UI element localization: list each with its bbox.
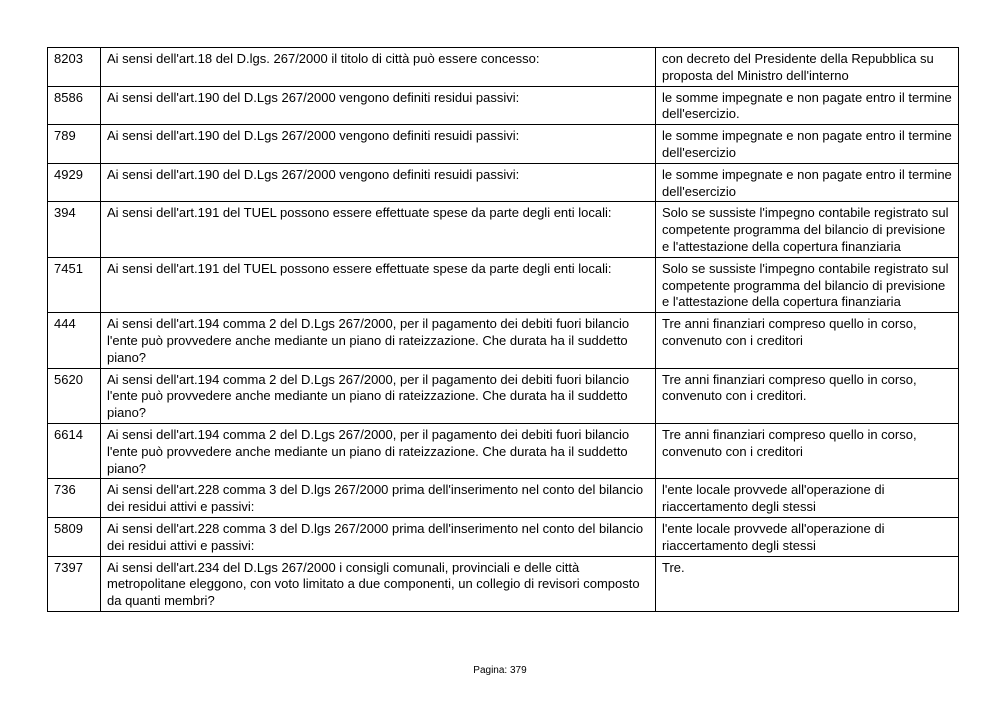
- row-answer: Solo se sussiste l'impegno contabile registrato sul competente programma del bilancio di previsione e l'attestazione della copertura finanziaria: [656, 257, 959, 312]
- table-row: [48, 125, 959, 164]
- table-row: [48, 257, 959, 312]
- row-answer: Tre anni finanziari compreso quello in corso, convenuto con i creditori: [656, 313, 959, 368]
- row-answer: le somme impegnate e non pagate entro il termine dell'esercizio: [656, 125, 959, 164]
- row-question: Ai sensi dell'art.234 del D.Lgs 267/2000 i consigli comunali, provinciali e delle città metropolitane eleggono, con voto limitato a due componenti, un collegio di revisori composto da quanti membri?: [101, 556, 656, 611]
- row-answer: Tre anni finanziari compreso quello in corso, convenuto con i creditori: [656, 423, 959, 478]
- row-answer: le somme impegnate e non pagate entro il termine dell'esercizio: [656, 163, 959, 202]
- table-row: [48, 202, 959, 257]
- table-row: [48, 86, 959, 125]
- row-answer: l'ente locale provvede all'operazione di riaccertamento degli stessi: [656, 517, 959, 556]
- row-question: Ai sensi dell'art.190 del D.Lgs 267/2000 vengono definiti residui passivi:: [101, 86, 656, 125]
- row-question: Ai sensi dell'art.191 del TUEL possono essere effettuate spese da parte degli enti locali:: [101, 202, 656, 257]
- row-id: 5620: [48, 368, 101, 423]
- row-question: Ai sensi dell'art.190 del D.Lgs 267/2000 vengono definiti resuidi passivi:: [101, 163, 656, 202]
- row-id: 394: [48, 202, 101, 257]
- row-id: 8586: [48, 86, 101, 125]
- table-row: [48, 517, 959, 556]
- row-id: 4929: [48, 163, 101, 202]
- table-row: [48, 48, 959, 87]
- row-question: Ai sensi dell'art.194 comma 2 del D.Lgs 267/2000, per il pagamento dei debiti fuori bilancio l'ente può provvedere anche mediante un piano di rateizzazione. Che durata ha il suddetto piano?: [101, 313, 656, 368]
- row-question: Ai sensi dell'art.194 comma 2 del D.Lgs 267/2000, per il pagamento dei debiti fuori bilancio l'ente può provvedere anche mediante un piano di rateizzazione. Che durata ha il suddetto piano?: [101, 423, 656, 478]
- table-row: [48, 313, 959, 368]
- row-id: 6614: [48, 423, 101, 478]
- row-question: Ai sensi dell'art.190 del D.Lgs 267/2000 vengono definiti resuidi passivi:: [101, 125, 656, 164]
- page-number: Pagina: 379: [473, 665, 527, 676]
- row-answer: le somme impegnate e non pagate entro il termine dell'esercizio.: [656, 86, 959, 125]
- row-question: Ai sensi dell'art.18 del D.lgs. 267/2000 il titolo di città può essere concesso:: [101, 48, 656, 87]
- row-id: 736: [48, 479, 101, 518]
- row-answer: Tre anni finanziari compreso quello in corso, convenuto con i creditori.: [656, 368, 959, 423]
- row-id: 7397: [48, 556, 101, 611]
- row-id: 8203: [48, 48, 101, 87]
- row-id: 789: [48, 125, 101, 164]
- row-question: Ai sensi dell'art.194 comma 2 del D.Lgs 267/2000, per il pagamento dei debiti fuori bilancio l'ente può provvedere anche mediante un piano di rateizzazione. Che durata ha il suddetto piano?: [101, 368, 656, 423]
- row-question: Ai sensi dell'art.191 del TUEL possono essere effettuate spese da parte degli enti locali:: [101, 257, 656, 312]
- questions-table: [47, 47, 959, 612]
- row-answer: con decreto del Presidente della Repubblica su proposta del Ministro dell'interno: [656, 48, 959, 87]
- row-question: Ai sensi dell'art.228 comma 3 del D.lgs 267/2000 prima dell'inserimento nel conto del bilancio dei residui attivi e passivi:: [101, 479, 656, 518]
- row-id: 7451: [48, 257, 101, 312]
- table-row: [48, 556, 959, 611]
- row-question: Ai sensi dell'art.228 comma 3 del D.lgs 267/2000 prima dell'inserimento nel conto del bilancio dei residui attivi e passivi:: [101, 517, 656, 556]
- table-row: [48, 479, 959, 518]
- row-answer: Solo se sussiste l'impegno contabile registrato sul competente programma del bilancio di previsione e l'attestazione della copertura finanziaria: [656, 202, 959, 257]
- row-answer: l'ente locale provvede all'operazione di riaccertamento degli stessi: [656, 479, 959, 518]
- row-id: 444: [48, 313, 101, 368]
- table-row: [48, 368, 959, 423]
- table-row: [48, 423, 959, 478]
- row-id: 5809: [48, 517, 101, 556]
- row-answer: Tre.: [656, 556, 959, 611]
- table-row: [48, 163, 959, 202]
